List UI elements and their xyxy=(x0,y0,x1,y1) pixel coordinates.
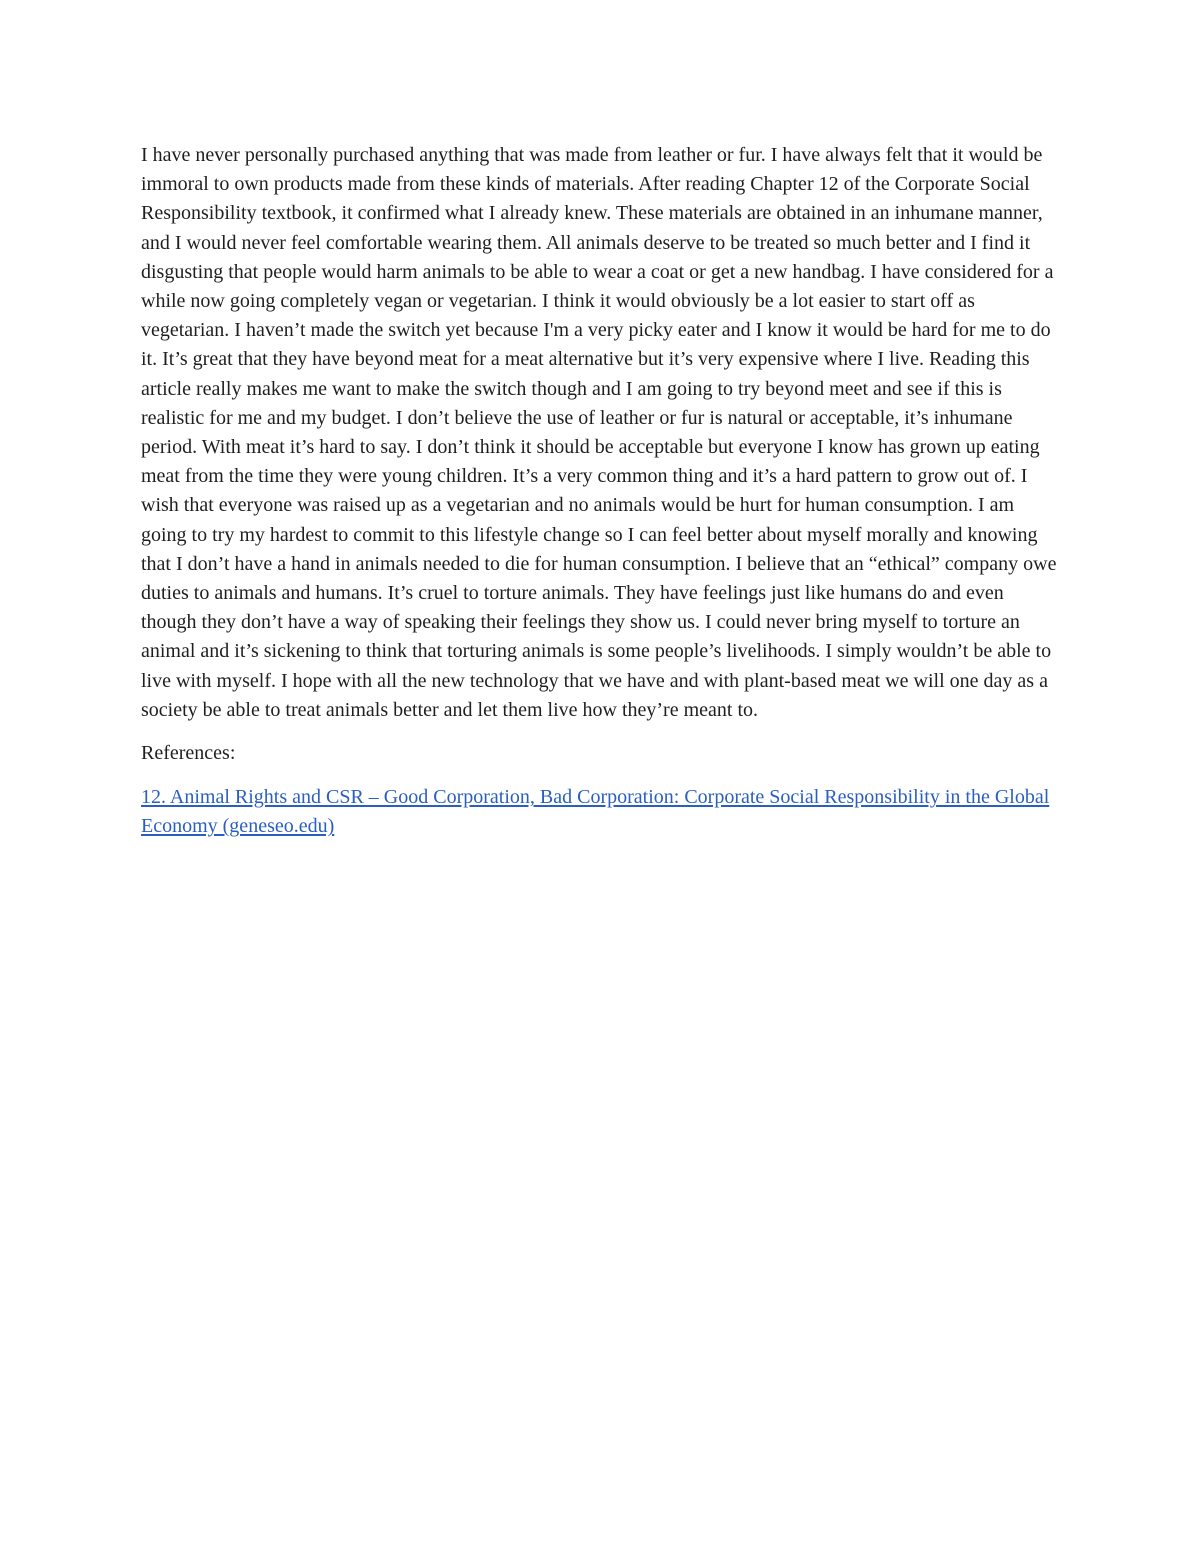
reference-link[interactable]: 12. Animal Rights and CSR – Good Corporation, Bad Corporation: Corporate Social Responsibility in the Global Economy (geneseo.edu) xyxy=(141,786,1050,838)
body-paragraph: I have never personally purchased anything that was made from leather or fur. I have always felt that it would be immoral to own products made from these kinds of materials. After reading Chapter 12 of the Corporate Social Responsibility textbook, it confirmed what I already knew. These materials are obtained in an inhumane manner, and I would never feel comfortable wearing them. All animals deserve to be treated so much better and I find it disgusting that people would harm animals to be able to wear a coat or get a new handbag. I have considered for a while now going completely vegan or vegetarian. I think it would obviously be a lot easier to start off as vegetarian. I haven’t made the switch yet because I'm a very picky eater and I know it would be hard for me to do it. It’s great that they have beyond meat for a meat alternative but it’s very expensive where I live. Reading this article really makes me want to make the switch though and I am going to try beyond meet and see if this is realistic for me and my budget. I don’t believe the use of leather or fur is natural or acceptable, it’s inhumane period. With meat it’s hard to say. I don’t think it should be acceptable but everyone I know has grown up eating meat from the time they were young children. It’s a very common thing and it’s a hard pattern to grow out of. I wish that everyone was raised up as a vegetarian and no animals would be hurt for human consumption. I am going to try my hardest to commit to this lifestyle change so I can feel better about myself morally and knowing that I don’t have a hand in animals needed to die for human consumption. I believe that an “ethical” company owe duties to animals and humans. It’s cruel to torture animals. They have feelings just like humans do and even though they don’t have a way of speaking their feelings they show us. I could never bring myself to torture an animal and it’s sickening to think that torturing animals is some people’s livelihoods. I simply wouldn’t be able to live with myself. I hope with all the new technology that we have and with plant-based meat we will one day as a society be able to treat animals better and let them live how they’re meant to. xyxy=(141,144,1057,721)
document-content xyxy=(141,141,1061,842)
references-heading: References: xyxy=(141,742,236,765)
